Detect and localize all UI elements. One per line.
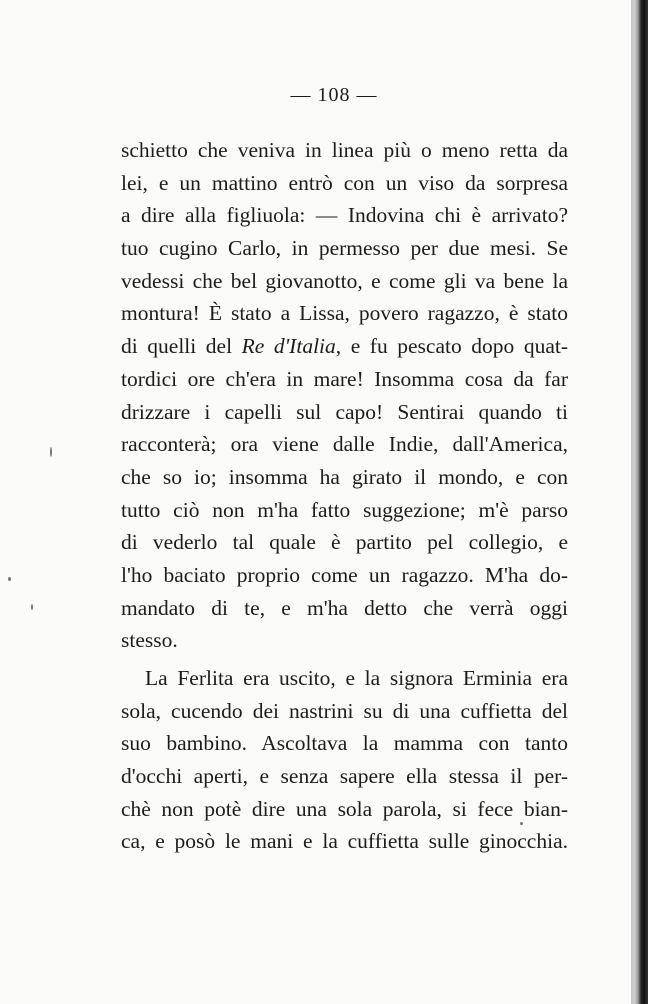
text-line: montura! È stato a Lissa, povero ragazzo, è stato <box>121 301 568 326</box>
text-line: La Ferlita era uscito, e la signora Erminia era <box>145 666 568 690</box>
text-line: mandato di te, e m'ha detto che verrà oggi <box>121 595 568 620</box>
text-line: drizzare i capelli sul capo! Sentirai quando ti <box>121 399 568 424</box>
text-line: di vederlo tal quale è partito pel collegio, e <box>121 530 568 555</box>
ship-name-italic: Re d'Italia <box>241 334 336 359</box>
scan-speck <box>31 604 33 610</box>
scan-speck <box>520 822 523 825</box>
scan-speck <box>8 577 11 581</box>
text-line: schietto che veniva in linea più o meno retta da <box>121 138 568 162</box>
text-line: chè non potè dire una sola parola, si fece bian- <box>121 796 568 821</box>
text-segment: di quelli del <box>121 334 242 359</box>
book-spine-edge <box>634 0 648 1004</box>
text-line: l'ho baciato proprio come un ragazzo. M'ha do- <box>121 562 568 587</box>
text-line: stesso. <box>121 628 178 653</box>
text-line: a dire alla figliuola: — Indovina chi è arrivato? <box>121 203 568 228</box>
text-line: che so io; insomma ha girato il mondo, e con <box>121 464 568 489</box>
text-line: tutto ciò non m'ha fatto suggezione; m'è parso <box>121 497 568 522</box>
scan-speck <box>50 447 52 457</box>
text-line: racconterà; ora viene dalle Indie, dall'America, <box>121 432 568 457</box>
body-text <box>121 134 568 858</box>
text-line: tordici ore ch'era in mare! Insomma cosa da far <box>121 366 568 391</box>
text-line: tuo cugino Carlo, in permesso per due mesi. Se <box>121 236 568 261</box>
text-line: vedessi che bel giovanotto, e come gli va bene la <box>121 268 568 293</box>
text-line: ca, e posò le mani e la cuffietta sulle ginocchia. <box>121 829 568 854</box>
text-line: d'occhi aperti, e senza sapere ella stessa il per- <box>121 764 568 789</box>
text-line: lei, e un mattino entrò con un viso da sorpresa <box>121 170 568 195</box>
text-line: suo bambino. Ascoltava la mamma con tanto <box>121 731 568 756</box>
page-number: — 108 — <box>290 84 378 106</box>
text-line: sola, cucendo dei nastrini su di una cuffietta del <box>121 698 568 723</box>
text-line-with-italic <box>121 330 568 363</box>
text-segment: , e fu pescato dopo quat- <box>335 334 568 359</box>
